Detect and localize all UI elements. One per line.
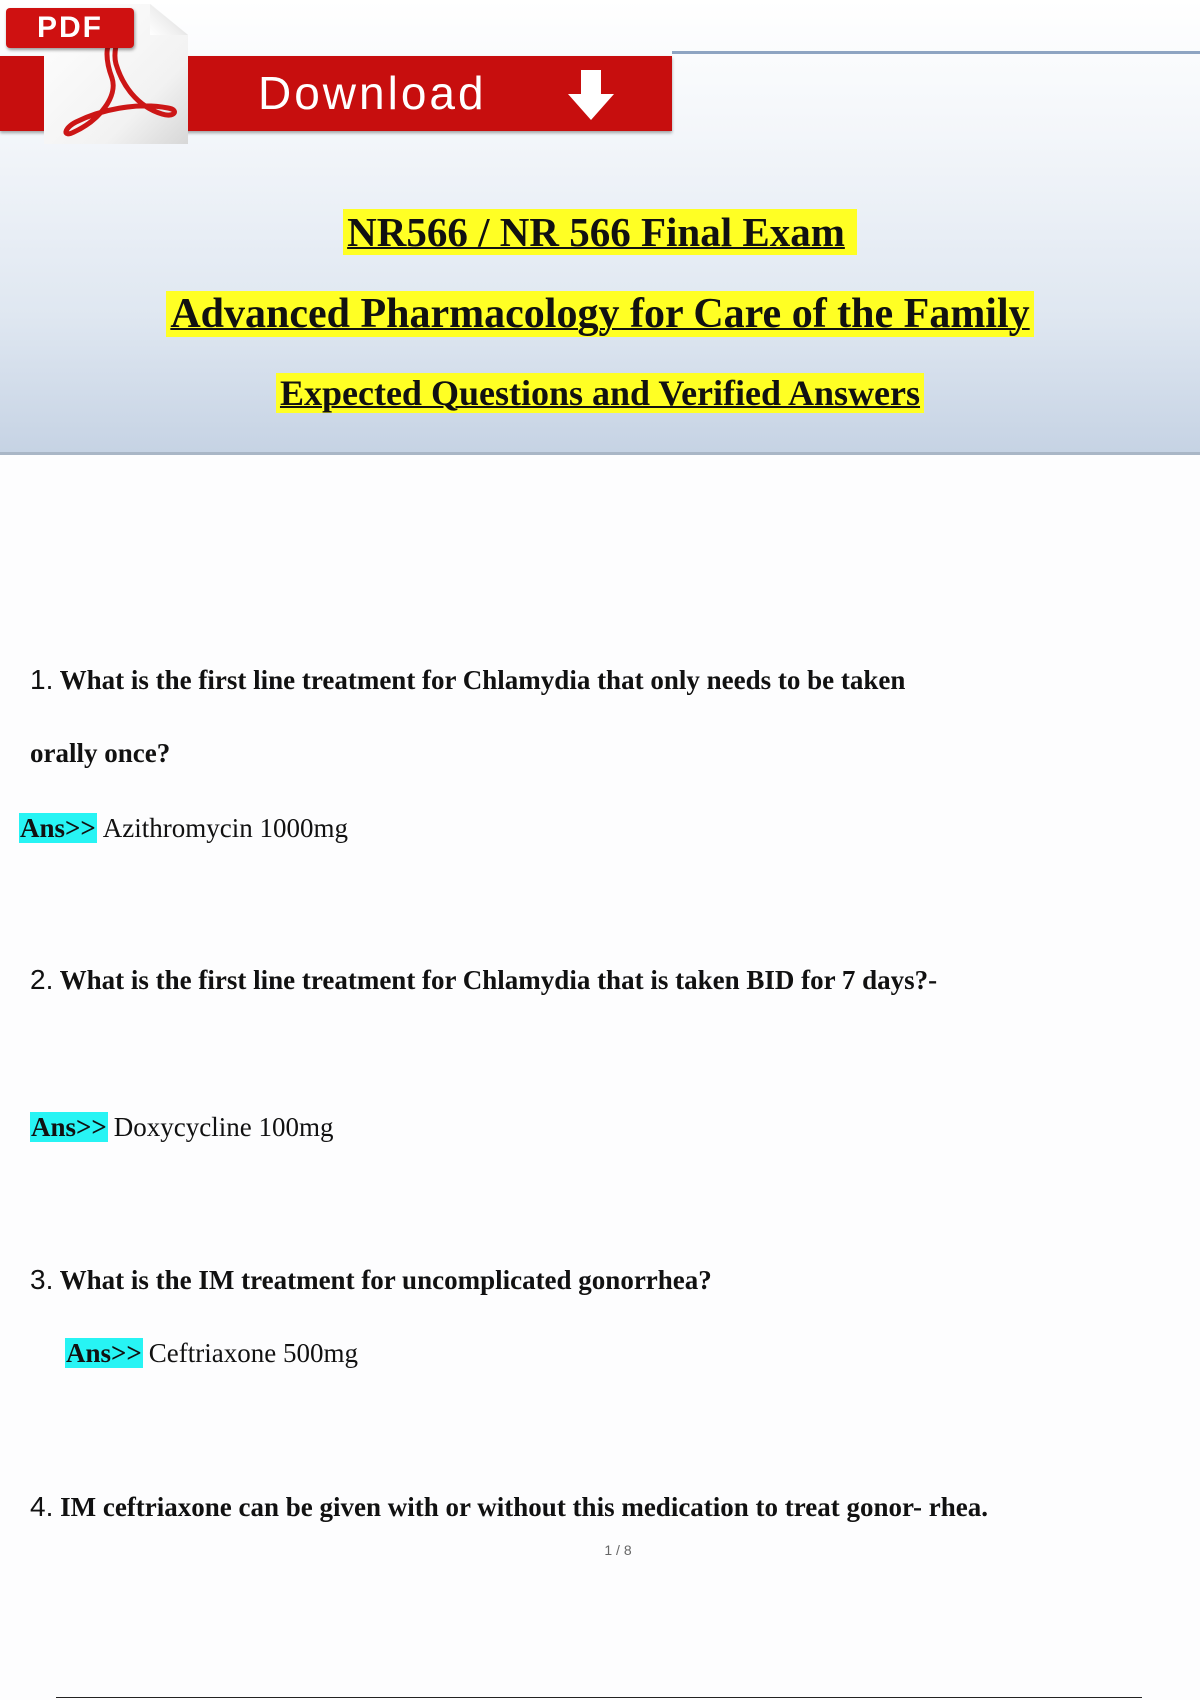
question-text: What is the IM treatment for uncomplicated gonorrhea?	[59, 1265, 712, 1295]
question-number: 1.	[30, 664, 54, 695]
answer-text: Doxycycline 100mg	[113, 1112, 334, 1142]
question-text: IM ceftriaxone can be given with or without this medication to treat gonor- rhea.	[60, 1492, 988, 1522]
question-3	[30, 1264, 712, 1296]
question-2	[30, 964, 937, 996]
answer-tag: Ans>>	[31, 1112, 107, 1142]
answer-text: Azithromycin 1000mg	[102, 813, 349, 843]
header-rule	[672, 51, 1200, 54]
title-course-code-text: NR566 / NR 566 Final Exam	[343, 209, 857, 255]
answer-tag: Ans>>	[20, 813, 96, 843]
footer-rule	[56, 1697, 1142, 1698]
download-label: Download	[258, 67, 487, 119]
answer-tag: Ans>>	[66, 1338, 142, 1368]
acrobat-logo-icon	[56, 38, 180, 142]
title-course-code	[0, 208, 1200, 256]
question-number: 2.	[30, 964, 54, 995]
question-text: orally once?	[30, 738, 171, 768]
question-number: 3.	[30, 1264, 54, 1295]
question-4	[30, 1491, 988, 1523]
answer-1	[19, 813, 348, 844]
question-text: What is the first line treatment for Chlamydia that only needs to be taken	[59, 665, 906, 695]
answer-2	[30, 1112, 334, 1143]
answer-3	[65, 1338, 358, 1369]
answer-text: Ceftriaxone 500mg	[148, 1338, 358, 1368]
question-1	[30, 664, 905, 696]
pdf-tag: PDF	[6, 8, 134, 48]
page-number: 1 / 8	[604, 1542, 632, 1558]
question-text: What is the first line treatment for Chlamydia that is taken BID for 7 days?-	[59, 965, 938, 995]
download-arrow-icon	[564, 70, 618, 122]
pdf-file-icon[interactable]	[0, 0, 200, 150]
title-course-name	[0, 290, 1200, 338]
question-number: 4.	[30, 1491, 54, 1522]
question-1-continued	[30, 738, 170, 769]
title-subtitle-text: Expected Questions and Verified Answers	[276, 373, 924, 413]
title-subtitle	[0, 372, 1200, 414]
title-course-name-text: Advanced Pharmacology for Care of the Family	[166, 291, 1033, 337]
